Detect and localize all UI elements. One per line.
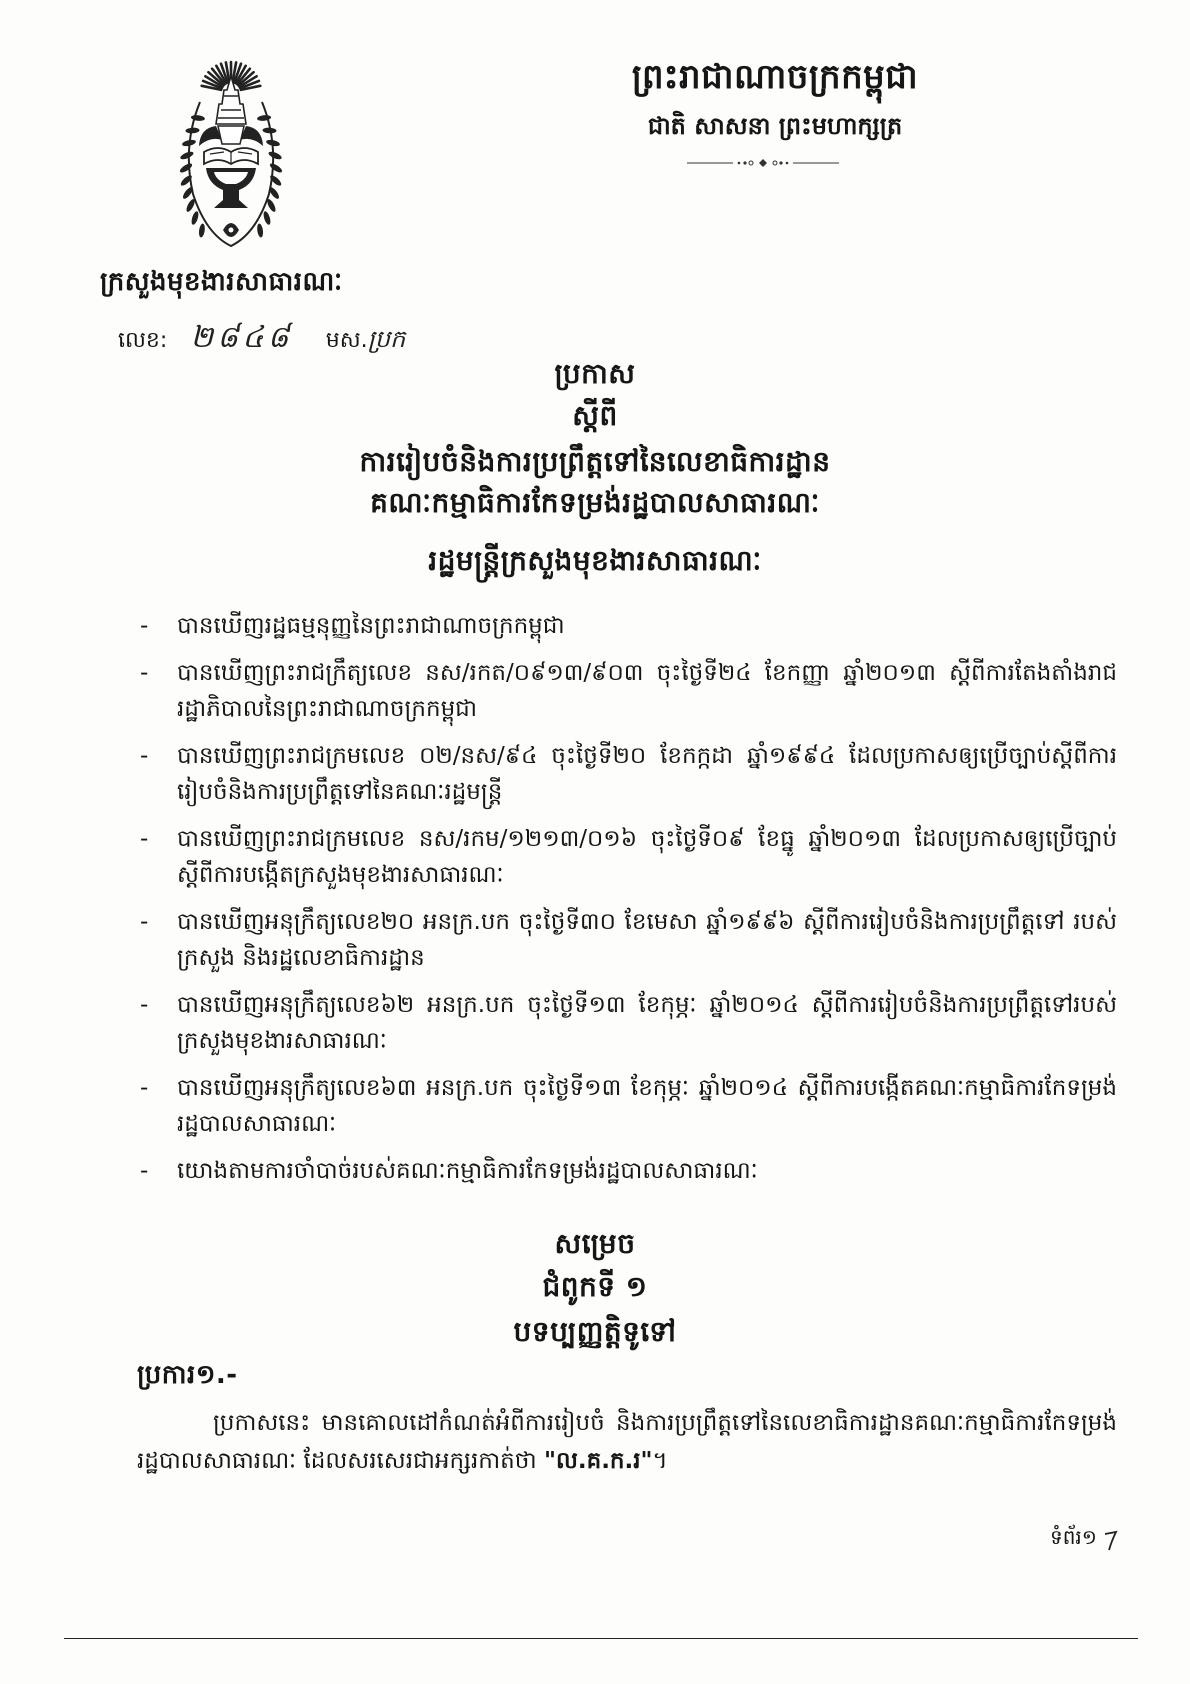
chapter-number: ជំពូកទី ១	[542, 1270, 648, 1303]
emblem-leaf-right	[256, 223, 263, 238]
article-1-label: ប្រការ១.-	[137, 1360, 238, 1390]
emblem-leaf-right	[262, 210, 272, 225]
emblem-leaf-right	[262, 127, 276, 133]
royal-emblem	[166, 46, 296, 256]
national-motto: ជាតិ សាសនា ព្រះមហាក្សត្រ	[647, 112, 903, 140]
emblem-leaf-left	[179, 150, 194, 161]
emblem-leaf-right	[269, 162, 284, 174]
page-number-text: ទំព័រ១	[1050, 1525, 1097, 1549]
reference-prefix: មស.	[325, 328, 368, 353]
consideration-item: - បានឃើញអនុក្រឹត្យលេខ៦៣ អនក្រ.បក ចុះថ្ងៃទី១៣ ខែកុម្ភៈ ឆ្នាំ២០១៤ ស្តីពីការបង្កើតគណៈកម្មាធិការកែទម្រង់រដ្ឋបាលសាធារណៈ	[140, 1070, 1117, 1142]
title-line-2: គណៈកម្មាធិការកែទម្រង់រដ្ឋបាលសាធារណៈ	[370, 486, 820, 519]
handwritten-reference-number: ២៨៤៨	[190, 320, 293, 355]
title-line-1: ការរៀបចំនិងការប្រព្រឹត្តទៅនៃលេខាធិការដ្ឋាន	[359, 445, 831, 478]
consideration-item: - បានឃើញព្រះរាជក្រឹត្យលេខ នស/រកត/០៩១៣/៩០៣ ចុះថ្ងៃទី២៤ ខែកញ្ញា ឆ្នាំ២០១៣ ស្តីពីការតែងតាំងរាជរដ្ឋាភិបាលនៃព្រះរាជាណាចក្រកម្ពុជា	[140, 655, 1117, 727]
reference-label: លេខ:	[118, 328, 168, 353]
consideration-item: - បានឃើញព្រះរាជក្រមលេខ នស/រកម/១២១៣/០១៦ ចុះថ្ងៃទី០៩ ខែធ្នូ ឆ្នាំ២០១៣ ដែលប្រកាសឲ្យប្រើច្បាប់ស្តីពីការបង្កើតក្រសួងមុខងារសាធារណៈ	[140, 821, 1117, 893]
emblem-leaf-left	[198, 223, 205, 238]
consideration-item: - បានឃើញអនុក្រឹត្យលេខ២០ អនក្រ.បក ចុះថ្ងៃទី៣០ ខែមេសា ឆ្នាំ១៩៩៦ ស្តីពីការរៀបចំនិងការប្រព្រឹត្តទៅ របស់ក្រសួង និងរដ្ឋលេខាធិការដ្ឋាន	[140, 904, 1117, 976]
consideration-item: - បានឃើញព្រះរាជក្រមលេខ ០២/នស/៩៤ ចុះថ្ងៃទី២០ ខែកក្កដា ឆ្នាំ១៩៩៤ ដែលប្រកាសឲ្យប្រើច្បាប់ស្តីពីការរៀបចំនិងការប្រព្រឹត្តទៅនៃគណៈរដ្ឋមន្ត្រី	[140, 738, 1117, 810]
kingdom-title: ព្រះរាជាណាចក្រកម្ពុជា	[631, 57, 919, 97]
consideration-item: - បានឃើញរដ្ឋធម្មនុញ្ញនៃព្រះរាជាណាចក្រកម្ពុជា	[140, 608, 1117, 644]
handwritten-page-mark	[1103, 1526, 1119, 1552]
consideration-item: - បានឃើញអនុក្រឹត្យលេខ៦២ អនក្រ.បក ចុះថ្ងៃទី១៣ ខែកុម្ភៈ ឆ្នាំ២០១៤ ស្តីពីការរៀបចំនិងការប្រព្រឹត្តទៅរបស់ក្រសួងមុខងារសាធារណៈ	[140, 987, 1117, 1059]
page-number	[1050, 1522, 1119, 1552]
article-1-end-mark: ។	[652, 1448, 668, 1474]
footer-rule	[64, 1638, 1138, 1639]
ministry-name: ក្រសួងមុខងារសាធារណៈ	[100, 267, 343, 297]
article-1-abbreviation: "ល.គ.ក.រ"	[543, 1448, 653, 1474]
issuer-title: រដ្ឋមន្ត្រីក្រសួងមុខងារសាធារណៈ	[428, 544, 762, 577]
consideration-item: - យោងតាមការចាំបាច់របស់គណៈកម្មាធិការកែទម្រង់រដ្ឋបាលសាធារណៈ	[140, 1153, 1117, 1189]
emblem-center-tier	[218, 126, 244, 144]
document-type: ប្រកាស	[554, 357, 636, 390]
decision-heading: សម្រេច	[554, 1227, 636, 1260]
title-about: ស្តីពី	[572, 399, 618, 432]
emblem-base-dot	[229, 228, 234, 233]
emblem-leaf-left	[179, 162, 194, 174]
considerations-list	[140, 608, 1117, 1200]
article-1-text	[137, 1404, 1117, 1480]
emblem-leaf-left	[190, 210, 200, 225]
emblem-leaf-right	[268, 150, 283, 161]
emblem-leaf-left	[185, 127, 199, 133]
ornament-divider	[687, 158, 839, 168]
article-1-body: ប្រកាសនេះ មានគោលដៅកំណត់អំពីការរៀបចំ និងការប្រព្រឹត្តទៅនៃលេខាធិការដ្ឋានគណៈកម្មាធិការកែទម្រង់រដ្ឋបាលសាធារណៈ ដែលសរសេរជាអក្សរកាត់ថា	[137, 1410, 1117, 1474]
handwritten-reference-suffix: ប្រក	[367, 325, 406, 353]
chapter-title: បទប្បញ្ញត្តិទូទៅ	[513, 1315, 677, 1348]
